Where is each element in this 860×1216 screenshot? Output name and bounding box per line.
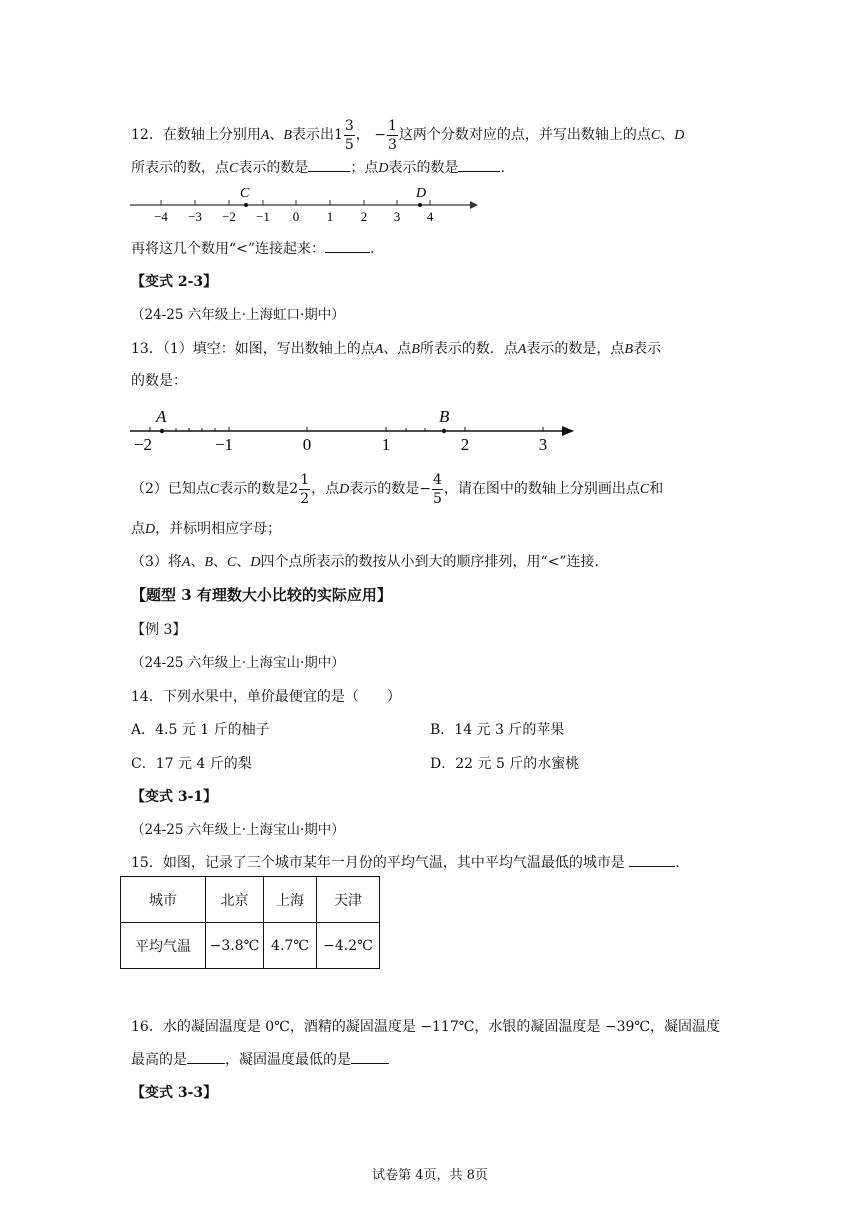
answer-blank[interactable] xyxy=(325,239,370,253)
variant-label: 【变式 2-3】 xyxy=(131,274,218,290)
example-label: 【例 3】 xyxy=(131,622,187,638)
q12-line3: 再将这几个数用“<”连接起来： . xyxy=(131,241,375,257)
tick-label: 3 xyxy=(393,209,401,224)
answer-blank[interactable] xyxy=(458,158,500,172)
point-b xyxy=(442,429,446,433)
q13-part2-line2: 点D，并标明相应字母； xyxy=(131,521,282,537)
q13-part2-line1: （2）已知点C表示的数是2 $\frac{1}{2}$ ，点D表示的数是− $\frac{4}{5}$ ，请在图中的数轴上分别画出点C和 xyxy=(131,471,664,507)
table-row xyxy=(121,923,380,969)
fraction-three-fifths: $\frac{3}{5}$ xyxy=(344,117,354,153)
tick-label: −1 xyxy=(256,209,270,224)
point-a-label: A xyxy=(156,407,167,426)
table-cell: −3.8℃ xyxy=(206,923,264,969)
q14-option-d[interactable]: D．22 元 5 斤的水蜜桃 xyxy=(430,756,580,772)
answer-blank[interactable] xyxy=(308,158,350,172)
tick-label: −2 xyxy=(133,435,153,454)
q15-stem: 15．如图，记录了三个城市某年一月份的平均气温，其中平均气温最低的城市是 . xyxy=(131,855,680,871)
tick-label: 1 xyxy=(381,435,391,454)
section-title: 【题型 3 有理数大小比较的实际应用】 xyxy=(131,586,392,604)
fraction-one-third: $\frac{1}{3}$ xyxy=(387,117,397,153)
tick-label: 0 xyxy=(292,209,300,224)
tick-label: 1 xyxy=(326,209,334,224)
fraction-four-fifths: $\frac{4}{5}$ xyxy=(432,471,442,507)
table-header-row xyxy=(121,877,380,923)
q13-part3: （3）将A、B、C、D四个点所表示的数按从小到大的顺序排列，用“<”连接． xyxy=(131,554,609,570)
tick-label: 2 xyxy=(460,435,470,454)
fraction-one-half: $\frac{1}{2}$ xyxy=(300,471,310,507)
variant-label: 【变式 3-1】 xyxy=(131,789,218,805)
q16-line2: 最高的是 ，凝固温度最低的是 xyxy=(131,1050,389,1070)
q16-line1: 16．水的凝固温度是 0℃，酒精的凝固温度是 −117℃，水银的凝固温度是 −39℃，凝固温度 xyxy=(131,1019,721,1035)
temperature-table xyxy=(120,876,380,969)
answer-blank[interactable] xyxy=(629,853,675,867)
point-b-label: B xyxy=(439,407,450,426)
point-d xyxy=(418,203,422,207)
axis-arrow xyxy=(562,426,574,436)
table-cell: −4.2℃ xyxy=(317,923,380,969)
q14-option-c[interactable]: C．17 元 4 斤的梨 xyxy=(131,756,252,772)
q13-number: 13． xyxy=(131,341,163,357)
source-note: （24-25 六年级上·上海虹口·期中） xyxy=(131,307,345,323)
answer-blank[interactable] xyxy=(351,1050,389,1064)
point-d-label: D xyxy=(416,186,427,201)
tick-label: 4 xyxy=(426,209,434,224)
page-footer: 试卷第 4页，共 8页 xyxy=(372,1168,488,1183)
point-c-label: C xyxy=(240,186,250,201)
axis-arrow xyxy=(470,201,478,209)
tick-label: −3 xyxy=(188,209,202,224)
point-c xyxy=(244,203,248,207)
q12-number: 12． xyxy=(131,127,163,143)
table-header-cell: 天津 xyxy=(317,877,380,923)
q13-line2: 的数是： xyxy=(131,373,187,389)
tick-label: −1 xyxy=(214,435,234,454)
table-header-cell: 北京 xyxy=(206,877,264,923)
q12-line1: 12．在数轴上分别用A、B表示出1 $\frac{3}{5}$ ， − $\frac{1}{3}$ 这两个分数对应的点，并写出数轴上的点C、D xyxy=(131,117,685,153)
tick-label: −2 xyxy=(222,209,236,224)
q14-stem: 14．下列水果中，单价最便宜的是（ ） xyxy=(131,689,401,705)
answer-blank[interactable] xyxy=(187,1050,225,1064)
q13-number-line xyxy=(126,400,586,458)
table-header-cell: 上海 xyxy=(264,877,317,923)
table-cell: 平均气温 xyxy=(121,923,206,969)
q13-line1: 13．（1）填空：如图，写出数轴上的点A、点B所表示的数．点A表示的数是，点B表示 xyxy=(131,341,661,357)
source-note: （24-25 六年级上·上海宝山·期中） xyxy=(131,655,345,671)
source-note: （24-25 六年级上·上海宝山·期中） xyxy=(131,822,345,838)
tick-label: 0 xyxy=(302,435,312,454)
tick-label: 3 xyxy=(538,435,548,454)
variant-label: 【变式 3-3】 xyxy=(131,1085,218,1101)
tick-label: −4 xyxy=(154,209,168,224)
point-a xyxy=(160,429,164,433)
table-header-cell: 城市 xyxy=(121,877,206,923)
q12-number-line xyxy=(126,182,486,228)
table-cell: 4.7℃ xyxy=(264,923,317,969)
q14-option-a[interactable]: A．4.5 元 1 斤的柚子 xyxy=(131,722,270,738)
q12-line2: 所表示的数，点C表示的数是 ；点D表示的数是 . xyxy=(131,160,505,176)
q14-option-b[interactable]: B．14 元 3 斤的苹果 xyxy=(430,722,565,738)
tick-label: 2 xyxy=(360,209,368,224)
